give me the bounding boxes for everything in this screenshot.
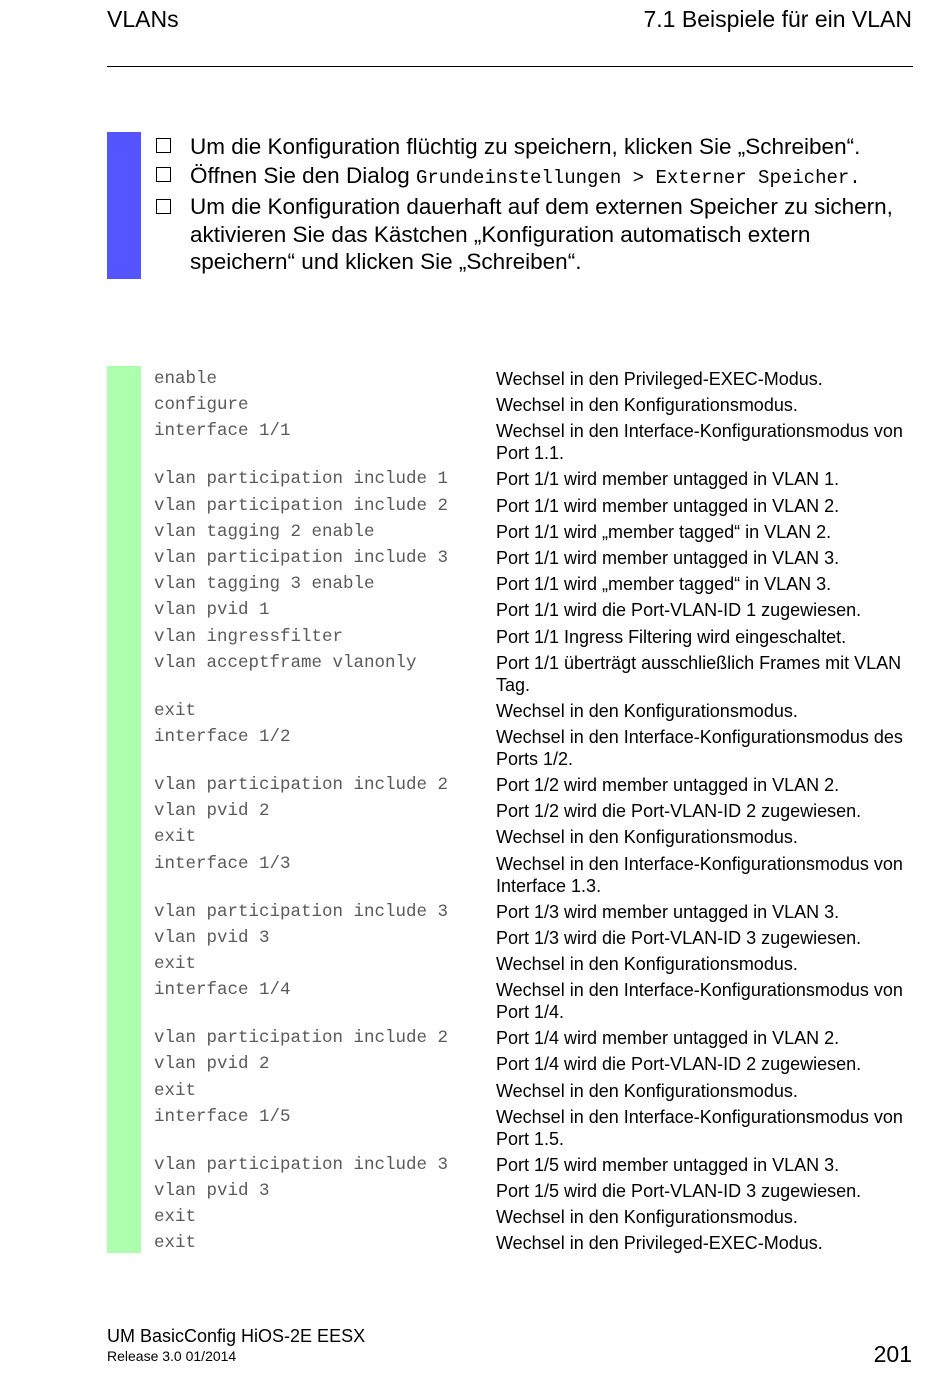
command-row [154, 571, 914, 597]
command-description: Port 1/4 wird die Port-VLAN-ID 2 zugewiesen. [496, 1054, 862, 1075]
command-description: Port 1/1 wird die Port-VLAN-ID 1 zugewiesen. [496, 600, 862, 621]
cli-command: interface 1/5 [154, 1106, 291, 1127]
dialog-path: Grundeinstellungen > Externer Speicher. [416, 167, 861, 189]
command-row [154, 772, 914, 798]
command-description: Port 1/1 überträgt ausschließlich Frames mit VLAN Tag. [496, 652, 902, 695]
header-divider [107, 66, 913, 67]
cli-command: interface 1/2 [154, 727, 291, 748]
command-row [154, 1051, 914, 1077]
step-item [156, 161, 916, 193]
step-text: Um die Konfiguration dauerhaft auf dem externen Speicher zu sichern, aktivieren Sie das Kästchen „Konfiguration automatisch extern speichern“ und klicken Sie „Schreiben“. [190, 194, 893, 274]
cli-command: vlan participation include 3 [154, 1154, 449, 1175]
cli-command: vlan tagging 2 enable [154, 521, 375, 542]
command-description: Port 1/1 Ingress Filtering wird eingeschaltet. [496, 626, 847, 647]
command-description: Port 1/1 wird member untagged in VLAN 1. [496, 469, 840, 490]
footer-release: Release 3.0 01/2014 [107, 1348, 237, 1364]
instruction-marker-bar [107, 132, 141, 279]
command-description: Port 1/1 wird member untagged in VLAN 2. [496, 495, 840, 516]
command-description: Wechsel in den Konfigurationsmodus. [496, 1080, 798, 1101]
command-row [154, 466, 914, 492]
command-description: Wechsel in den Interface-Konfigurationsmodus des Ports 1/2. [496, 727, 903, 770]
cli-command: vlan participation include 2 [154, 495, 449, 516]
cli-command: vlan pvid 3 [154, 1181, 270, 1202]
command-row [154, 1152, 914, 1178]
command-row [154, 650, 914, 698]
cli-command: enable [154, 369, 218, 389]
command-description: Wechsel in den Konfigurationsmodus. [496, 954, 798, 975]
command-row [154, 925, 914, 951]
command-row [154, 1078, 914, 1104]
command-row [154, 977, 914, 1025]
cli-command: exit [154, 954, 197, 975]
page-number: 201 [873, 1341, 912, 1367]
command-description: Port 1/1 wird „member tagged“ in VLAN 3. [496, 574, 832, 595]
running-header-section: 7.1 Beispiele für ein VLAN [643, 6, 912, 32]
command-description: Port 1/4 wird member untagged in VLAN 2. [496, 1028, 840, 1049]
cli-command: exit [154, 700, 197, 721]
command-row [154, 1230, 914, 1256]
command-row [154, 545, 914, 571]
command-row [154, 366, 914, 392]
command-row [154, 824, 914, 850]
command-description: Port 1/1 wird member untagged in VLAN 3. [496, 548, 840, 569]
command-description: Wechsel in den Konfigurationsmodus. [496, 700, 798, 721]
cli-command: vlan participation include 2 [154, 775, 449, 796]
command-row [154, 493, 914, 519]
cli-command: exit [154, 1207, 197, 1228]
command-row [154, 698, 914, 724]
cli-command: exit [154, 827, 197, 848]
command-description: Wechsel in den Interface-Konfigurationsmodus von Interface 1.3. [496, 853, 903, 896]
cli-command: vlan participation include 2 [154, 1028, 449, 1049]
command-description: Wechsel in den Privileged-EXEC-Modus. [496, 369, 823, 389]
cli-command: vlan pvid 2 [154, 801, 270, 822]
command-row [154, 899, 914, 925]
command-description: Port 1/3 wird member untagged in VLAN 3. [496, 901, 840, 922]
cli-command: vlan acceptframe vlanonly [154, 652, 417, 673]
command-description: Wechsel in den Konfigurationsmodus. [496, 1207, 798, 1228]
command-description: Port 1/1 wird „member tagged“ in VLAN 2. [496, 521, 832, 542]
command-row [154, 951, 914, 977]
command-description: Port 1/2 wird member untagged in VLAN 2. [496, 775, 840, 796]
cli-command: exit [154, 1080, 197, 1101]
cli-command-table [154, 366, 914, 1257]
command-row [154, 798, 914, 824]
cli-command: vlan participation include 1 [154, 469, 449, 490]
command-row [154, 597, 914, 623]
cli-command: vlan pvid 2 [154, 1054, 270, 1075]
command-row [154, 418, 914, 466]
command-description: Port 1/3 wird die Port-VLAN-ID 3 zugewiesen. [496, 927, 862, 948]
cli-command: vlan pvid 3 [154, 927, 270, 948]
instruction-steps [156, 132, 916, 276]
command-description: Port 1/5 wird die Port-VLAN-ID 3 zugewiesen. [496, 1181, 862, 1202]
step-item [156, 193, 916, 276]
command-description: Wechsel in den Privileged-EXEC-Modus. [496, 1233, 823, 1254]
checkbox-icon [156, 167, 171, 182]
step-text: Um die Konfiguration flüchtig zu speichern, klicken Sie „Schreiben“. [190, 134, 861, 159]
command-row [154, 1104, 914, 1152]
footer-document-title: UM BasicConfig HiOS-2E EESX [107, 1326, 366, 1346]
step-text-prefix: Öffnen Sie den Dialog [190, 163, 416, 188]
command-row [154, 624, 914, 650]
command-description: Wechsel in den Interface-Konfigurationsmodus von Port 1.5. [496, 1106, 903, 1149]
command-description: Wechsel in den Interface-Konfigurationsmodus von Port 1/4. [496, 980, 903, 1023]
command-row [154, 724, 914, 772]
command-row [154, 392, 914, 418]
command-row [154, 1204, 914, 1230]
cli-command: interface 1/4 [154, 980, 291, 1001]
cli-command: interface 1/1 [154, 421, 291, 442]
checkbox-icon [156, 138, 171, 153]
cli-command: vlan participation include 3 [154, 548, 449, 569]
step-item [156, 132, 916, 161]
command-row [154, 1178, 914, 1204]
cli-command: vlan ingressfilter [154, 626, 344, 647]
command-row [154, 1025, 914, 1051]
command-row [154, 851, 914, 899]
command-description: Wechsel in den Konfigurationsmodus. [496, 827, 798, 848]
command-description: Wechsel in den Interface-Konfigurationsmodus von Port 1.1. [496, 421, 903, 464]
command-description: Port 1/5 wird member untagged in VLAN 3. [496, 1154, 840, 1175]
cli-command: interface 1/3 [154, 853, 291, 874]
command-description: Wechsel in den Konfigurationsmodus. [496, 395, 798, 416]
running-header-chapter: VLANs [107, 6, 179, 32]
command-row [154, 519, 914, 545]
cli-command: exit [154, 1233, 197, 1254]
cli-command: vlan pvid 1 [154, 600, 270, 621]
cli-command: configure [154, 395, 249, 416]
step-text [190, 161, 916, 193]
checkbox-icon [156, 199, 171, 214]
cli-marker-bar [107, 366, 141, 1253]
cli-command: vlan tagging 3 enable [154, 574, 375, 595]
cli-command: vlan participation include 3 [154, 901, 449, 922]
command-description: Port 1/2 wird die Port-VLAN-ID 2 zugewiesen. [496, 801, 862, 822]
